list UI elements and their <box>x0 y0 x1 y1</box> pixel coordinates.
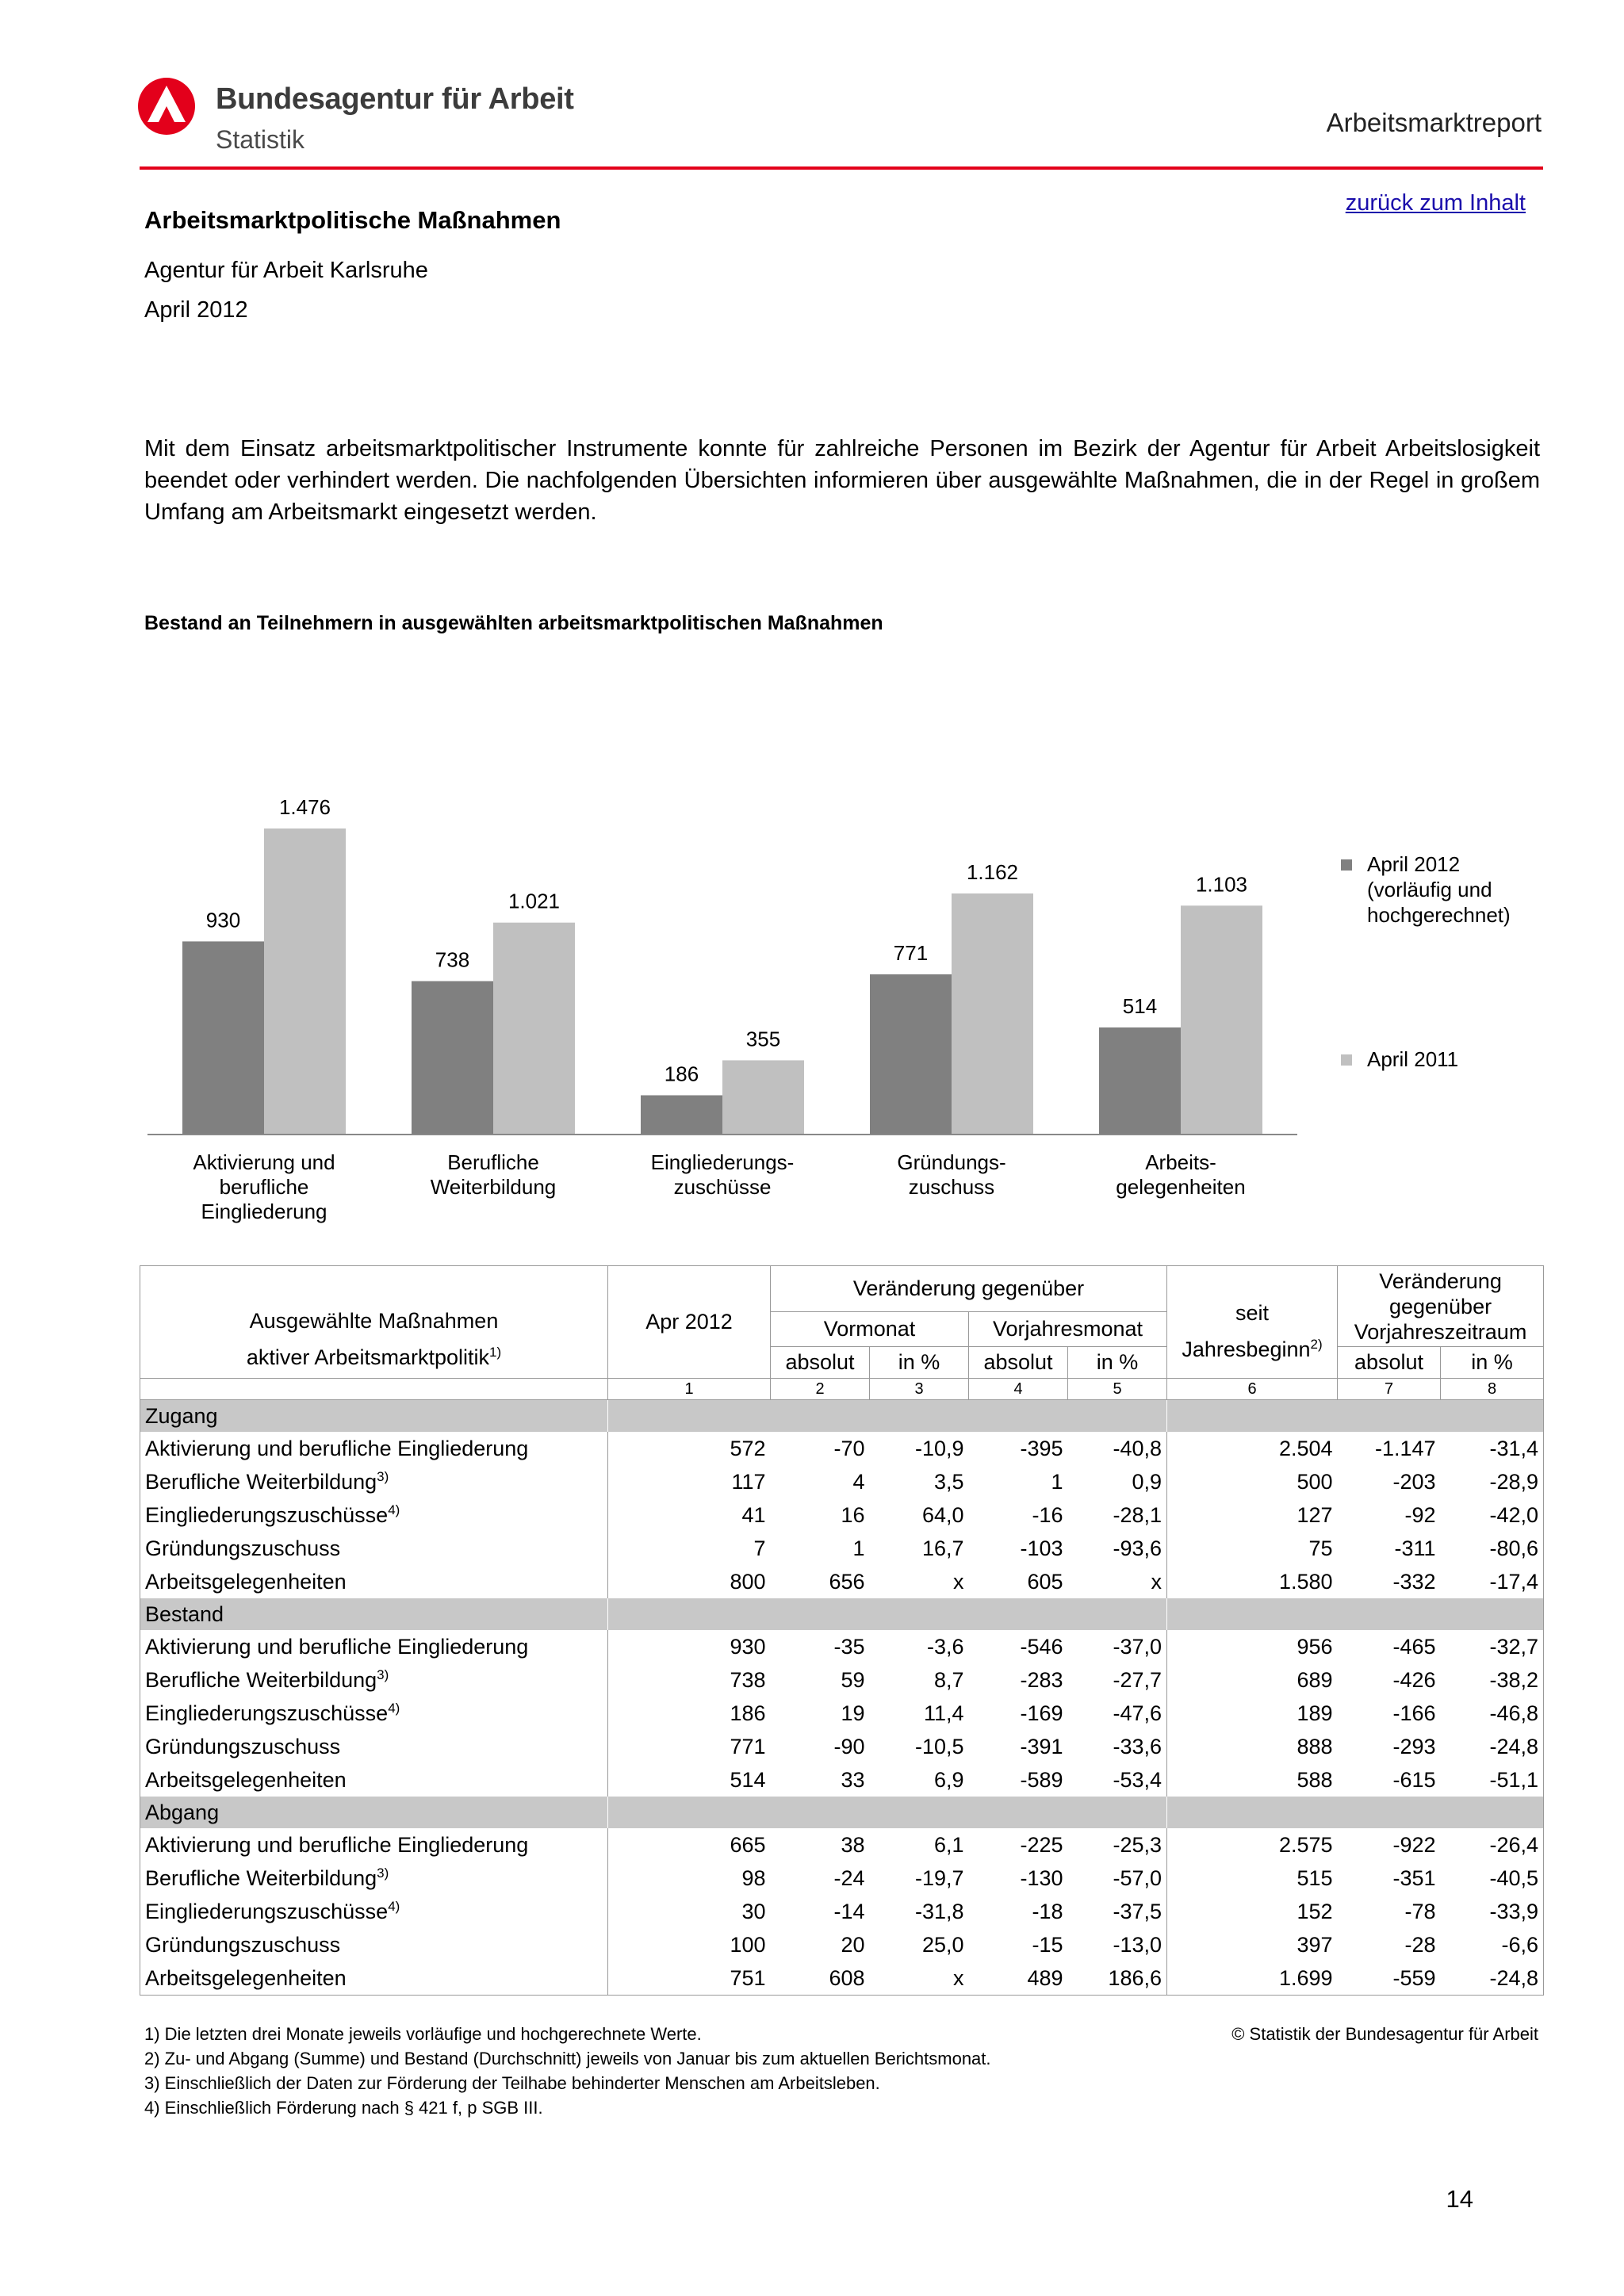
col-number: 3 <box>870 1379 969 1400</box>
category-label: berufliche <box>219 1175 309 1199</box>
table-cell: 572 <box>608 1432 771 1465</box>
footnote-3: 3) Einschließlich der Daten zur Förderung der Teilhabe behinderter Menschen am Arbeitsleben. <box>144 2073 880 2093</box>
table-cell: 33 <box>841 1767 865 1792</box>
table-cell: -391 <box>1020 1734 1063 1758</box>
table-cell: -32,7 <box>1441 1630 1544 1663</box>
bar-value-label: 514 <box>1122 993 1158 1018</box>
table-cell: -57,0 <box>1113 1866 1162 1890</box>
measures-header-sup: 1) <box>488 1345 502 1360</box>
table-row <box>140 1895 1544 1928</box>
table-cell: 500 <box>1167 1465 1338 1498</box>
table-cell: -53,4 <box>1113 1767 1162 1792</box>
legend-swatch <box>1341 859 1352 871</box>
table-cell: 25,0 <box>921 1932 964 1957</box>
table-cell: 605 <box>1027 1569 1063 1594</box>
table-cell: -80,6 <box>1441 1532 1544 1565</box>
table-cell: 656 <box>829 1569 865 1594</box>
bar-series-2 <box>1181 905 1262 1134</box>
table-cell: -25,3 <box>1113 1832 1162 1857</box>
table-cell: -19,7 <box>914 1866 964 1890</box>
table-cell: -92 <box>1404 1502 1436 1527</box>
table-cell: 186 <box>608 1697 771 1730</box>
table-cell: -559 <box>1338 1961 1441 1996</box>
group-title: Zugang <box>140 1400 608 1433</box>
footnote-4: 4) Einschließlich Förderung nach § 421 f, p SGB III. <box>144 2098 543 2118</box>
table-cell: x <box>870 1961 969 1996</box>
agency-name: Agentur für Arbeit Karlsruhe <box>144 258 428 283</box>
since-header-line2: Jahresbeginn <box>1182 1337 1311 1361</box>
prior-year-line3: Vorjahreszeitraum <box>1354 1319 1527 1344</box>
table-cell: 75 <box>1167 1532 1338 1565</box>
pct-header-2: in % <box>1068 1347 1167 1379</box>
table-cell: 16,7 <box>921 1536 964 1560</box>
table-row <box>140 1862 1544 1895</box>
table-cell: -15 <box>1032 1932 1063 1957</box>
col-number: 1 <box>608 1379 771 1400</box>
measure-label <box>140 1961 608 1996</box>
table-row <box>140 1763 1544 1797</box>
intro-paragraph: Mit dem Einsatz arbeitsmarktpolitischer Instrumente konnte für zahlreiche Personen im Bezirk der Agentur für Arbeit Arbeitslosigkeit beendet oder verhindert werden. Die nachfolgenden Übersichten informieren über ausgewählte Maßnahmen, die in der Regel in großem Umfang am Arbeitsmarkt eingesetzt werden. <box>144 436 1540 525</box>
measure-label <box>140 1862 608 1895</box>
measure-label <box>140 1928 608 1961</box>
table-cell: 186,6 <box>1068 1961 1167 1996</box>
measure-label-text: Berufliche Weiterbildung <box>145 1866 377 1890</box>
table-cell: -311 <box>1394 1536 1436 1560</box>
table-cell: 7 <box>608 1532 771 1565</box>
footnote-ref: 3) <box>377 1667 389 1682</box>
table-cell: -14 <box>833 1899 865 1923</box>
measure-label-text: Aktivierung und berufliche Eingliederung <box>145 1436 529 1460</box>
table-cell: -33,6 <box>1113 1734 1162 1758</box>
table-cell: -103 <box>1020 1536 1063 1560</box>
table-cell: 397 <box>1167 1928 1338 1961</box>
table-cell: 6,1 <box>933 1832 964 1857</box>
table-cell: 64,0 <box>921 1502 964 1527</box>
table-cell: -17,4 <box>1441 1565 1544 1598</box>
table-cell: 152 <box>1167 1895 1338 1928</box>
table-cell: -24 <box>833 1866 865 1890</box>
measure-label-text: Gründungszuschuss <box>145 1536 341 1560</box>
section-title: Arbeitsmarktpolitische Maßnahmen <box>144 206 561 234</box>
category-label: zuschuss <box>908 1175 995 1199</box>
table-row <box>140 1498 1544 1532</box>
table-cell: -40,5 <box>1441 1862 1544 1895</box>
table-cell: 6,9 <box>933 1767 964 1792</box>
table-cell: -70 <box>833 1436 865 1460</box>
measure-label <box>140 1697 608 1730</box>
bar-value-label: 771 <box>893 940 929 965</box>
col-number: 5 <box>1068 1379 1167 1400</box>
table-cell: -13,0 <box>1113 1932 1162 1957</box>
measure-label-text: Gründungszuschuss <box>145 1734 341 1758</box>
bar-value-label: 1.021 <box>508 889 561 913</box>
measure-label-text: Gründungszuschuss <box>145 1932 341 1957</box>
category-label: Berufliche <box>447 1150 539 1174</box>
table-cell: 956 <box>1167 1630 1338 1663</box>
measure-label <box>140 1763 608 1797</box>
report-title: Arbeitsmarktreport <box>1326 108 1542 137</box>
category-label: Eingliederung <box>201 1200 327 1223</box>
abs-header-2: absolut <box>969 1347 1068 1379</box>
table-cell: -24,8 <box>1441 1730 1544 1763</box>
table-cell: x <box>1151 1569 1162 1594</box>
table-cell: -26,4 <box>1441 1828 1544 1862</box>
footnote-2: 2) Zu- und Abgang (Summe) und Bestand (Durchschnitt) jeweils von Januar bis zum aktuellen Berichtsmonat. <box>144 2049 991 2068</box>
bar-value-label: 186 <box>664 1062 699 1086</box>
since-header-sup: 2) <box>1310 1336 1323 1352</box>
measure-label-text: Arbeitsgelegenheiten <box>145 1767 347 1792</box>
table-cell: -283 <box>1020 1667 1063 1692</box>
table-cell: -31,4 <box>1441 1432 1544 1465</box>
measure-label-text: Eingliederungszuschüsse <box>145 1900 389 1923</box>
table-cell: -42,0 <box>1441 1498 1544 1532</box>
table-cell: -1.147 <box>1374 1436 1436 1460</box>
measure-label-text: Arbeitsgelegenheiten <box>145 1569 347 1594</box>
table-cell: 100 <box>608 1928 771 1961</box>
measure-label-text: Aktivierung und berufliche Eingliederung <box>145 1634 529 1659</box>
table-row <box>140 1630 1544 1663</box>
prev-year-month-header: Vorjahresmonat <box>969 1312 1167 1347</box>
table-cell: 30 <box>608 1895 771 1928</box>
table-row <box>140 1961 1544 1996</box>
table-cell: 16 <box>841 1502 865 1527</box>
table-cell: 189 <box>1167 1697 1338 1730</box>
measure-label <box>140 1498 608 1532</box>
table-row <box>140 1828 1544 1862</box>
measure-label-text: Arbeitsgelegenheiten <box>145 1965 347 1990</box>
table-cell: 1.580 <box>1167 1565 1338 1598</box>
table-cell: 888 <box>1167 1730 1338 1763</box>
table-cell: -16 <box>1032 1502 1063 1527</box>
bar-series-2 <box>952 894 1033 1134</box>
bar-value-label: 930 <box>205 908 241 932</box>
report-period: April 2012 <box>144 297 248 323</box>
table-cell: -3,6 <box>926 1634 964 1659</box>
category-label: zuschüsse <box>673 1175 772 1199</box>
col-number: 2 <box>771 1379 870 1400</box>
table-cell: 489 <box>969 1961 1068 1996</box>
table-cell: 1.699 <box>1167 1961 1338 1996</box>
table-cell: -37,5 <box>1113 1899 1162 1923</box>
legend-label: (vorläufig und <box>1367 878 1492 901</box>
table-cell: -47,6 <box>1113 1701 1162 1725</box>
table-row <box>140 1663 1544 1697</box>
footnote-ref: 3) <box>377 1866 389 1881</box>
table-cell: -10,5 <box>914 1734 964 1758</box>
measure-label <box>140 1565 608 1598</box>
bar-value-label: 1.476 <box>278 795 331 819</box>
table-cell: 4 <box>852 1469 865 1494</box>
table-cell: -203 <box>1392 1469 1436 1494</box>
bar-series-2 <box>264 828 346 1134</box>
table-cell: -426 <box>1392 1667 1436 1692</box>
legend-label: April 2011 <box>1367 1047 1459 1071</box>
group-title: Bestand <box>140 1598 608 1630</box>
measure-label-text: Berufliche Weiterbildung <box>145 1668 377 1692</box>
table-cell: -28,9 <box>1441 1465 1544 1498</box>
col-number: 6 <box>1167 1379 1338 1400</box>
bar-value-label: 1.162 <box>966 859 1019 884</box>
table-cell: -130 <box>1020 1866 1063 1890</box>
table-cell: 19 <box>841 1701 865 1725</box>
measure-label <box>140 1828 608 1862</box>
measure-label-text: Eingliederungszuschüsse <box>145 1701 389 1725</box>
measure-label <box>140 1532 608 1565</box>
table-cell: 41 <box>608 1498 771 1532</box>
group-title: Abgang <box>140 1797 608 1828</box>
back-to-contents-link[interactable]: zurück zum Inhalt <box>1345 190 1526 216</box>
bar-series-1 <box>641 1095 722 1134</box>
table-row <box>140 1697 1544 1730</box>
table-cell: -225 <box>1020 1832 1063 1857</box>
table-cell: 20 <box>841 1932 865 1957</box>
table-row <box>140 1730 1544 1763</box>
measures-header <box>140 1266 608 1379</box>
table-cell: -37,0 <box>1113 1634 1162 1659</box>
table-cell: 800 <box>608 1565 771 1598</box>
measure-label <box>140 1663 608 1697</box>
table-cell: 689 <box>1167 1663 1338 1697</box>
group-row <box>140 1797 1544 1828</box>
table-cell: 588 <box>1167 1763 1338 1797</box>
table-cell: 608 <box>771 1961 870 1996</box>
table-cell: -18 <box>1032 1899 1063 1923</box>
table-body <box>140 1400 1544 1996</box>
bar-series-1 <box>182 941 264 1134</box>
footnote-ref: 4) <box>388 1502 400 1517</box>
bar-value-label: 738 <box>435 947 470 972</box>
table-cell: 514 <box>608 1763 771 1797</box>
table-cell: -589 <box>1020 1767 1063 1792</box>
bar-series-1 <box>870 974 952 1134</box>
table-cell: 930 <box>608 1630 771 1663</box>
apr-header: Apr 2012 <box>608 1266 771 1379</box>
table-cell: 738 <box>608 1663 771 1697</box>
table-row <box>140 1432 1544 1465</box>
table-cell: -35 <box>833 1634 865 1659</box>
change-header: Veränderung gegenüber <box>771 1266 1167 1312</box>
group-row <box>140 1598 1544 1630</box>
legend-swatch <box>1341 1054 1352 1066</box>
table-cell: -27,7 <box>1113 1667 1162 1692</box>
table-cell: -28 <box>1404 1932 1436 1957</box>
table-cell: -40,8 <box>1113 1436 1162 1460</box>
table-cell: -6,6 <box>1441 1928 1544 1961</box>
pct-header-1: in % <box>870 1347 969 1379</box>
table-row <box>140 1532 1544 1565</box>
measure-label <box>140 1895 608 1928</box>
measure-label <box>140 1465 608 1498</box>
table-cell: x <box>953 1569 964 1594</box>
table-cell: -10,9 <box>914 1436 964 1460</box>
table-cell: 771 <box>608 1730 771 1763</box>
since-year-start-header <box>1167 1266 1338 1379</box>
table-cell: -78 <box>1404 1899 1436 1923</box>
footnote-1: 1) Die letzten drei Monate jeweils vorläufige und hochgerechnete Werte. <box>144 2024 702 2044</box>
measure-label-text: Eingliederungszuschüsse <box>145 1503 389 1527</box>
table-cell: 3,5 <box>933 1469 964 1494</box>
table-row <box>140 1565 1544 1598</box>
table-cell: 751 <box>608 1961 771 1996</box>
legend-label: April 2012 <box>1367 852 1461 876</box>
footnote-ref: 4) <box>388 1701 400 1716</box>
abs-header-1: absolut <box>771 1347 870 1379</box>
measures-table <box>140 1265 1544 1996</box>
category-label: Gründungs- <box>897 1150 1006 1174</box>
legend-label: hochgerechnet) <box>1367 903 1511 927</box>
measures-header-line1: Ausgewählte Maßnahmen <box>249 1309 499 1333</box>
table-cell: -922 <box>1392 1832 1436 1857</box>
measure-label-text: Aktivierung und berufliche Eingliederung <box>145 1832 529 1857</box>
bar-value-label: 1.103 <box>1195 872 1248 897</box>
table-cell: 1 <box>1051 1469 1063 1494</box>
footnote-ref: 3) <box>377 1469 389 1484</box>
table-row <box>140 1928 1544 1961</box>
table-cell: -351 <box>1392 1866 1436 1890</box>
table-cell: -24,8 <box>1441 1961 1544 1996</box>
table-cell: 515 <box>1167 1862 1338 1895</box>
col-number: 8 <box>1441 1379 1544 1400</box>
bar-series-1 <box>1099 1027 1181 1134</box>
table-cell: -28,1 <box>1113 1502 1162 1527</box>
table-cell: -33,9 <box>1441 1895 1544 1928</box>
category-label: gelegenheiten <box>1116 1175 1246 1199</box>
table-cell: 665 <box>608 1828 771 1862</box>
page-number: 14 <box>1446 2185 1473 2213</box>
table-cell: -615 <box>1392 1767 1436 1792</box>
since-header-line1: seit <box>1235 1300 1270 1325</box>
category-label: Aktivierung und <box>193 1150 335 1174</box>
table-cell: -51,1 <box>1441 1763 1544 1797</box>
table-cell: -546 <box>1020 1634 1063 1659</box>
measures-header-line2: aktiver Arbeitsmarktpolitik <box>246 1345 489 1369</box>
table-cell: 1 <box>852 1536 865 1560</box>
category-label: Weiterbildung <box>430 1175 557 1199</box>
org-name: Bundesagentur für Arbeit <box>216 82 574 116</box>
prev-month-header: Vormonat <box>771 1312 969 1347</box>
chart-title: Bestand an Teilnehmern in ausgewählten arbeitsmarktpolitischen Maßnahmen <box>144 612 883 634</box>
group-row <box>140 1400 1544 1433</box>
table-cell: 117 <box>608 1465 771 1498</box>
table-cell: 59 <box>841 1667 865 1692</box>
table-cell: -38,2 <box>1441 1663 1544 1697</box>
category-label: Arbeits- <box>1145 1150 1216 1174</box>
table-cell: -169 <box>1020 1701 1063 1725</box>
table-cell: 11,4 <box>923 1701 964 1725</box>
table-row <box>140 1465 1544 1498</box>
table-cell: 0,9 <box>1132 1469 1162 1494</box>
table-cell: 2.504 <box>1167 1432 1338 1465</box>
bar-series-1 <box>412 982 493 1135</box>
pct-header-3: in % <box>1441 1347 1544 1379</box>
category-label: Eingliederungs- <box>650 1150 795 1174</box>
prior-year-line2: gegenüber <box>1388 1294 1492 1318</box>
table-cell: 38 <box>841 1832 865 1857</box>
table-cell: 8,7 <box>933 1667 964 1692</box>
table-cell: -332 <box>1392 1569 1436 1594</box>
table-cell: -293 <box>1392 1734 1436 1758</box>
copyright: © Statistik der Bundesagentur für Arbeit <box>1231 2024 1538 2044</box>
table-cell: -31,8 <box>914 1899 964 1923</box>
measure-label-text: Berufliche Weiterbildung <box>145 1470 377 1494</box>
measure-label <box>140 1432 608 1465</box>
bar-series-2 <box>493 923 575 1134</box>
table-cell: 2.575 <box>1167 1828 1338 1862</box>
table-cell: 127 <box>1167 1498 1338 1532</box>
table-cell: 98 <box>608 1862 771 1895</box>
table-cell: -90 <box>833 1734 865 1758</box>
table-cell: -46,8 <box>1441 1697 1544 1730</box>
prior-year-line1: Veränderung <box>1379 1269 1502 1293</box>
table-cell: -93,6 <box>1113 1536 1162 1560</box>
bar-value-label: 355 <box>745 1027 781 1051</box>
footnote-ref: 4) <box>388 1899 400 1914</box>
measure-label <box>140 1730 608 1763</box>
bar-series-2 <box>722 1060 804 1134</box>
abs-header-3: absolut <box>1338 1347 1441 1379</box>
table-cell: -465 <box>1392 1634 1436 1659</box>
prior-year-change-header <box>1338 1266 1544 1347</box>
table-cell: -395 <box>1020 1436 1063 1460</box>
table-cell: -166 <box>1392 1701 1436 1725</box>
measure-label <box>140 1630 608 1663</box>
col-number: 4 <box>969 1379 1068 1400</box>
org-subtitle: Statistik <box>216 125 305 154</box>
col-number: 7 <box>1338 1379 1441 1400</box>
